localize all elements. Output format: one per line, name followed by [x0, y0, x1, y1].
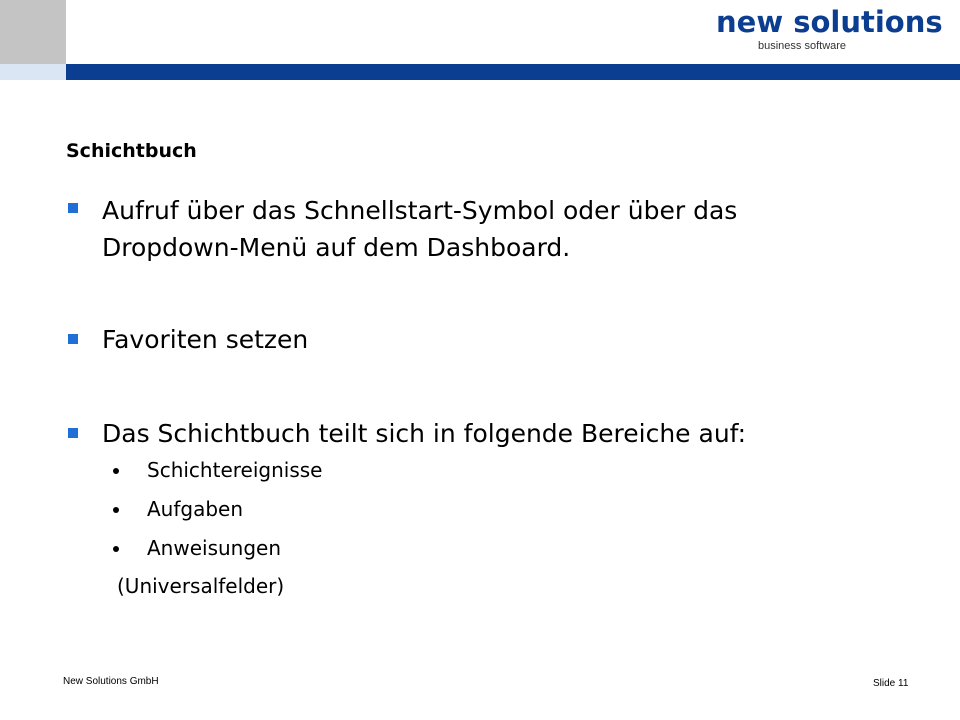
- logo-wordmark: new solutions: [716, 5, 943, 39]
- bullet-square-icon: [68, 428, 78, 438]
- corner-accent: [0, 64, 66, 80]
- footer-company: New Solutions GmbH: [63, 676, 159, 687]
- company-logo: [716, 5, 943, 52]
- sub-bullet-dot-icon: [113, 507, 119, 513]
- slide-title: Schichtbuch: [66, 140, 197, 162]
- logo-tagline: business software: [758, 40, 847, 52]
- bullet-text-3: Das Schichtbuch teilt sich in folgende Bereiche auf:: [102, 419, 746, 448]
- bullet-square-icon: [68, 334, 78, 344]
- sub-item-3: Anweisungen: [147, 536, 282, 560]
- sub-bullet-dot-icon: [113, 546, 119, 552]
- bullet-square-icon: [68, 203, 78, 213]
- bullet-1-line-2: Dropdown-Menü auf dem Dashboard.: [102, 233, 571, 262]
- sub-item-2: Aufgaben: [147, 497, 244, 521]
- slide-number: Slide 11: [873, 678, 909, 689]
- bullet-text-1: [102, 192, 737, 266]
- header-bar: [66, 64, 960, 80]
- sub-bullet-dot-icon: [113, 468, 119, 474]
- corner-decoration: [0, 0, 66, 66]
- bullet-text-2: Favoriten setzen: [102, 325, 309, 354]
- sub-item-1: Schichtereignisse: [147, 458, 323, 482]
- note-text: (Universalfelder): [117, 574, 285, 598]
- bullet-1-line-1: Aufruf über das Schnellstart-Symbol oder über das: [102, 196, 738, 225]
